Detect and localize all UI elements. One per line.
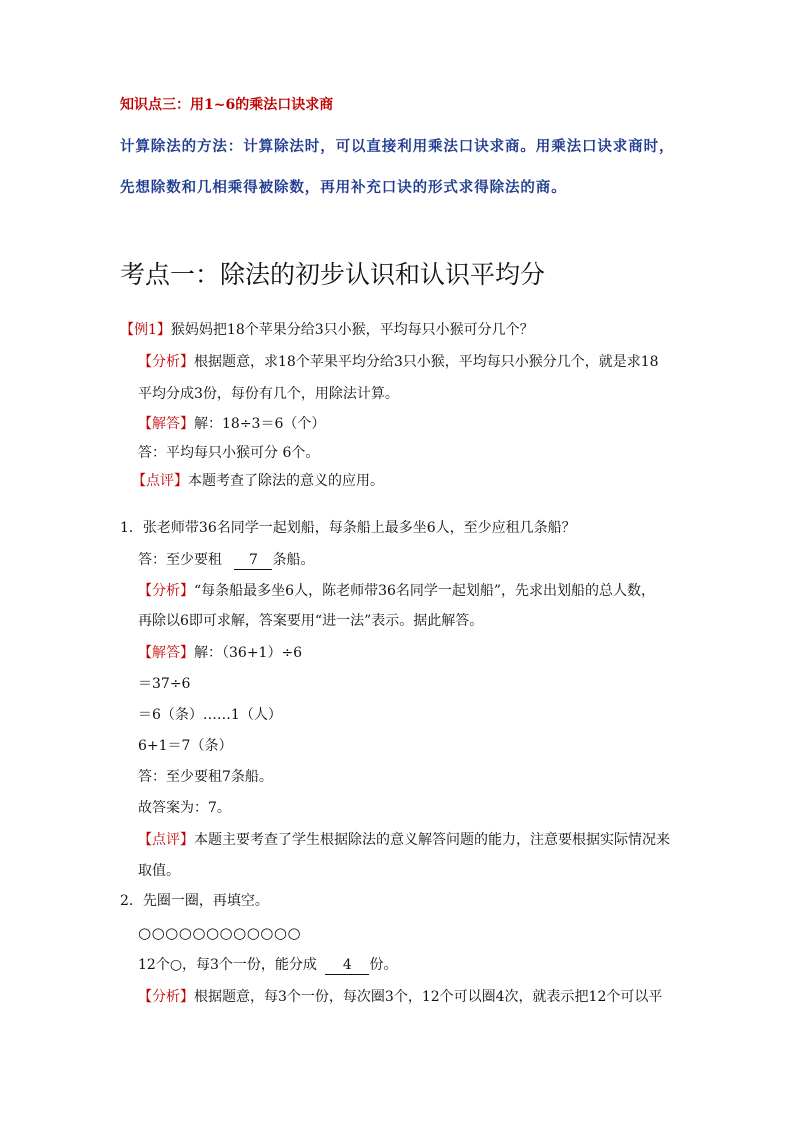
example1-answer-tag: 【解答】 <box>138 416 194 432</box>
q1-comment-line2: 取值。 <box>138 863 180 879</box>
q2-analysis-text1: 根据题意，每3个一份，每次圈3个，12个可以圈4次，就表示把12个可以平 <box>194 989 663 1005</box>
example1-tag: 【例1】 <box>120 322 171 338</box>
q1-fill-pre: 答：至少要租 <box>138 552 222 568</box>
q1-analysis-line2: 再除以6即可求解，答案要用“进一法”表示。据此解答。 <box>138 613 484 629</box>
knowledge-point-desc-line2: 先想除数和几相乘得被除数，再用补充口诀的形式求得除法的商。 <box>120 179 567 196</box>
q1-analysis-line1 <box>138 581 655 601</box>
example1-analysis-tag: 【分析】 <box>138 354 194 370</box>
knowledge-point-title: 知识点三：用1~6的乘法口诀求商 <box>120 97 334 113</box>
q2-circles: ○○○○○○○○○○○○ <box>138 924 302 942</box>
q1-analysis-text1: “每条船最多坐6人，陈老师带36名同学一起划船”，先求出划船的总人数， <box>194 583 656 599</box>
q1-fill-line <box>138 550 314 570</box>
q1-comment-tag: 【点评】 <box>138 832 194 848</box>
q1-fill-post: 条船。 <box>272 552 315 568</box>
q1-comment-line1 <box>138 830 670 850</box>
example1-answer-line <box>138 414 325 434</box>
q1-step2: ＝6（条）……1（人） <box>138 707 282 723</box>
q2-fill-post: 份。 <box>369 957 398 973</box>
example1-comment-tag: 【点评】 <box>132 473 188 489</box>
example1-analysis-text1: 根据题意，求18个苹果平均分给3只小猴，平均每只小猴分几个，就是求18 <box>194 354 659 370</box>
q2-analysis-line1 <box>138 987 662 1007</box>
q1-comment-text1: 本题主要考查了学生根据除法的意义解答问题的能力，注意要根据实际情况来 <box>194 832 670 848</box>
q2-question: 2．先圈一圈，再填空。 <box>120 893 269 909</box>
q2-fill-pre: 12个○，每3个一份，能分成 <box>138 957 317 973</box>
example1-reply: 答：平均每只小猴可分 6个。 <box>138 445 320 461</box>
example1-analysis-line1 <box>138 352 659 372</box>
q2-fill-blank: 4 <box>325 957 369 975</box>
q2-fill-line <box>138 955 397 975</box>
knowledge-point-desc-line1: 计算除法的方法：计算除法时，可以直接利用乘法口诀求商。用乘法口诀求商时， <box>120 138 675 155</box>
q1-analysis-tag: 【分析】 <box>138 583 194 599</box>
example1-question-line <box>120 320 534 340</box>
q1-final: 故答案为：7。 <box>138 800 231 816</box>
example1-analysis-line2: 平均分成3份，每份有几个，用除法计算。 <box>138 386 399 402</box>
example1-question: 猴妈妈把18个苹果分给3只小猴，平均每只小猴可分几个？ <box>170 322 534 338</box>
q1-answer: 解：（36+1）÷6 <box>194 645 303 661</box>
q1-step3: 6+1＝7（条） <box>138 738 233 754</box>
example1-comment: 本题考查了除法的意义的应用。 <box>188 473 384 489</box>
exam-point-title: 考点一：除法的初步认识和认识平均分 <box>120 260 546 289</box>
q1-reply: 答：至少要租7条船。 <box>138 769 273 785</box>
q1-answer-tag: 【解答】 <box>138 645 194 661</box>
q1-fill-blank: 7 <box>234 552 272 570</box>
q1-step1: ＝37÷6 <box>138 676 191 692</box>
q2-analysis-tag: 【分析】 <box>138 989 194 1005</box>
example1-comment-line <box>132 471 384 491</box>
example1-answer: 解：18÷3＝6（个） <box>194 416 326 432</box>
q1-answer-line <box>138 643 302 663</box>
q1-question: 1．张老师带36名同学一起划船，每条船上最多坐6人，至少应租几条船？ <box>120 520 576 536</box>
